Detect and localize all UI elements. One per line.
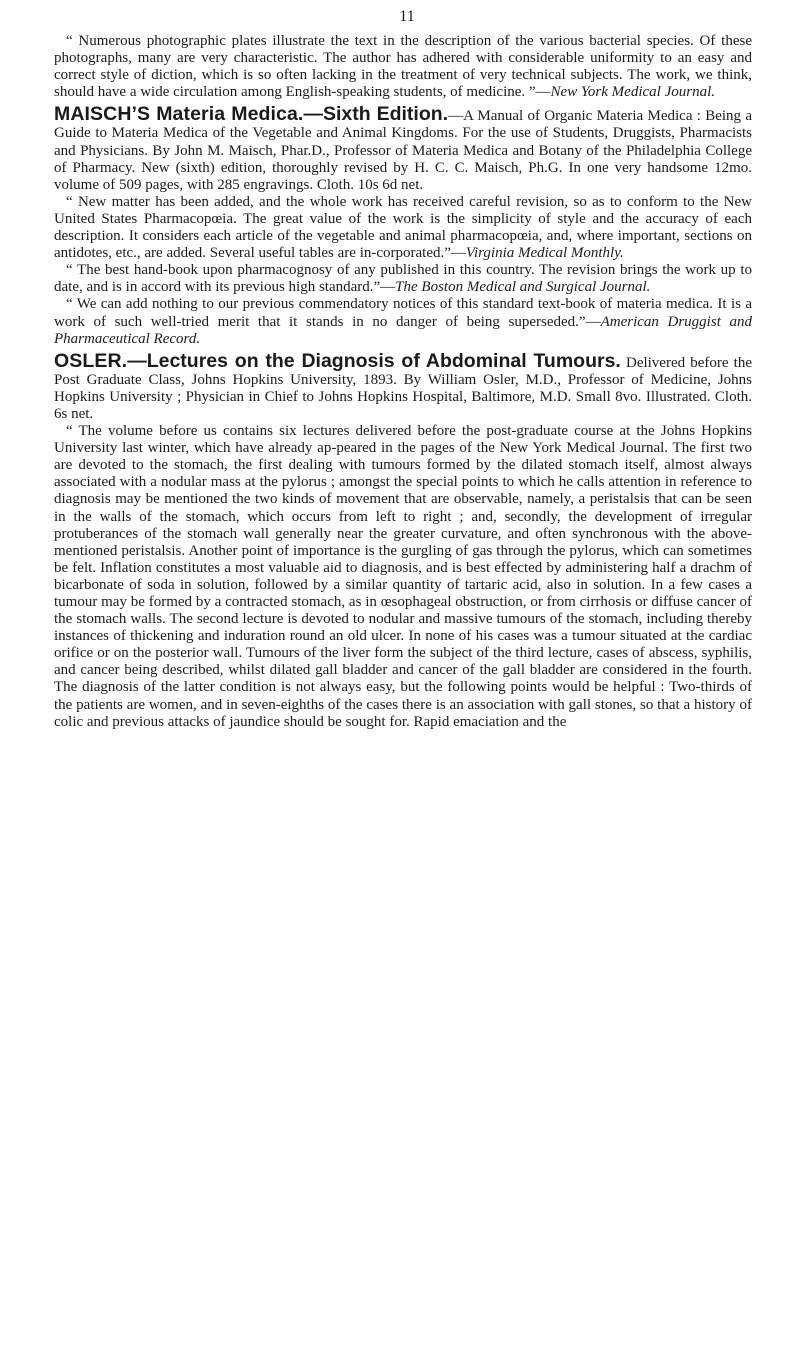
entry-osler <box>54 351 752 731</box>
maisch-review-2-source: The Boston Medical and Surgical Journal. <box>395 279 651 296</box>
osler-heading <box>54 351 752 423</box>
maisch-review-1 <box>54 194 752 262</box>
entry-maisch <box>54 104 752 347</box>
maisch-title-suffix: —Sixth Edition. <box>303 103 449 126</box>
maisch-description: —A Manual of Organic Materia Medica : Being a Guide to Materia Medica of the Vegetable and Animal Kingdoms. For the use of Students, Druggists, Pharmacists and Physicians. By John M. Maisch, Phar.D., Professor of Materia Medica and Botany of the Philadelphia College of Pharmacy. New (sixth) edition, thoroughly revised by H. C. C. Maisch, Ph.G. In one very handsome 12mo. volume of 509 pages, with 285 engravings. Cloth. 10s 6d net. <box>54 108 752 193</box>
maisch-review-3-source: American Druggist and Pharmaceutical Record. <box>54 313 752 347</box>
maisch-review-1-text: “ New matter has been added, and the whole work has received careful revision, so as to conform to the New United States Pharmacopœia. The great value of the work is the simplicity of style and the accuracy of each description. It considers each article of the vegetable and animal pharmacopœia, and, where important, sections on antidotes, etc., are added. Several useful tables are in-corporated.”— <box>54 193 752 262</box>
top-quote <box>54 33 752 101</box>
top-quote-text: “ Numerous photographic plates illustrate the text in the description of the various bacterial species. Of these photographs, many are very characteristic. The author has adhered with considerable uniformity to an easy and correct style of diction, which is so often lacking in the treatment of very technical subjects. The work, we think, should have a wide circulation among English-speaking students, of medicine. ”— <box>54 33 752 101</box>
maisch-review-3-text: “ We can add nothing to our previous commendatory notices of this standard text-book of materia medica. It is a work of such well-tried merit that it stands in no danger of being superseded.”— <box>54 296 752 330</box>
maisch-review-2 <box>54 262 752 296</box>
maisch-title: MAISCH’S Materia Medica. <box>54 103 304 126</box>
maisch-review-1-source: Virginia Medical Monthly. <box>465 245 624 262</box>
osler-review: “ The volume before us contains six lectures delivered before the post-graduate course at the Johns Hopkins University last winter, which have already ap-peared in the pages of the New York Medical Journal. The first two are devoted to the stomach, the first dealing with tumours formed by the dilated stomach itself, almost always associated with a nodular mass at the pylorus ; amongst the special points to which he calls attention in reference to diagnosis may be mentioned the two kinds of movement that are observable, namely, a peristalsis that can be seen in the walls of the stomach, which occurs from left to right ; and, secondly, the development of irregular protuberances of the stomach wall generally near the greater curvature, and often synchronous with the above-mentioned peristalsis. Another point of importance is the gurgling of gas through the pylorus, which can sometimes be felt. Inflation constitutes a most valuable aid to diagnosis, and is best effected by administering half a drachm of bicarbonate of soda in solution, followed by a similar quantity of tartaric acid, also in solution. In a few cases a tumour may be formed by a contracted stomach, as in œsophageal obstruction, or from cirrhosis or diffuse cancer of the stomach walls. The second lecture is devoted to nodular and massive tumours of the stomach, including thereby instances of thickening and induration round an old ulcer. In none of his cases was a tumour situated at the cardiac orifice or on the posterior wall. Tumours of the liver form the subject of the third lecture, cases of abscess, syphilis, and cancer being described, whilst dilated gall bladder and cancer of the gall bladder are considered in the fourth. The diagnosis of the latter condition is not always easy, but the following points would be helpful : Two-thirds of the patients are women, and in seven-eighths of the cases there is an association with gall stones, so that a history of colic and previous attacks of jaundice should be sought for. Rapid emaciation and the <box>54 423 752 730</box>
maisch-heading <box>54 104 752 193</box>
osler-description: Delivered before the Post Graduate Class, Johns Hopkins University, 1893. By William Osler, M.D., Professor of Medicine, Johns Hopkins University ; Physician in Chief to Johns Hopkins Hospital, Baltimore, M.D. Small 8vo. Illustrated. Cloth. 6s net. <box>54 354 753 422</box>
top-quote-source: New York Medical Journal. <box>550 84 715 101</box>
page-number: 11 <box>399 8 415 25</box>
osler-title: OSLER. <box>54 349 128 372</box>
maisch-review-3 <box>54 296 752 347</box>
osler-title-suffix: —Lectures on the Diagnosis of Abdominal Tumours. <box>127 349 621 372</box>
maisch-review-2-text: “ The best hand-book upon pharmacognosy of any published in this country. The revision brings the work up to date, and is in accord with its previous high standard.”— <box>54 262 752 296</box>
